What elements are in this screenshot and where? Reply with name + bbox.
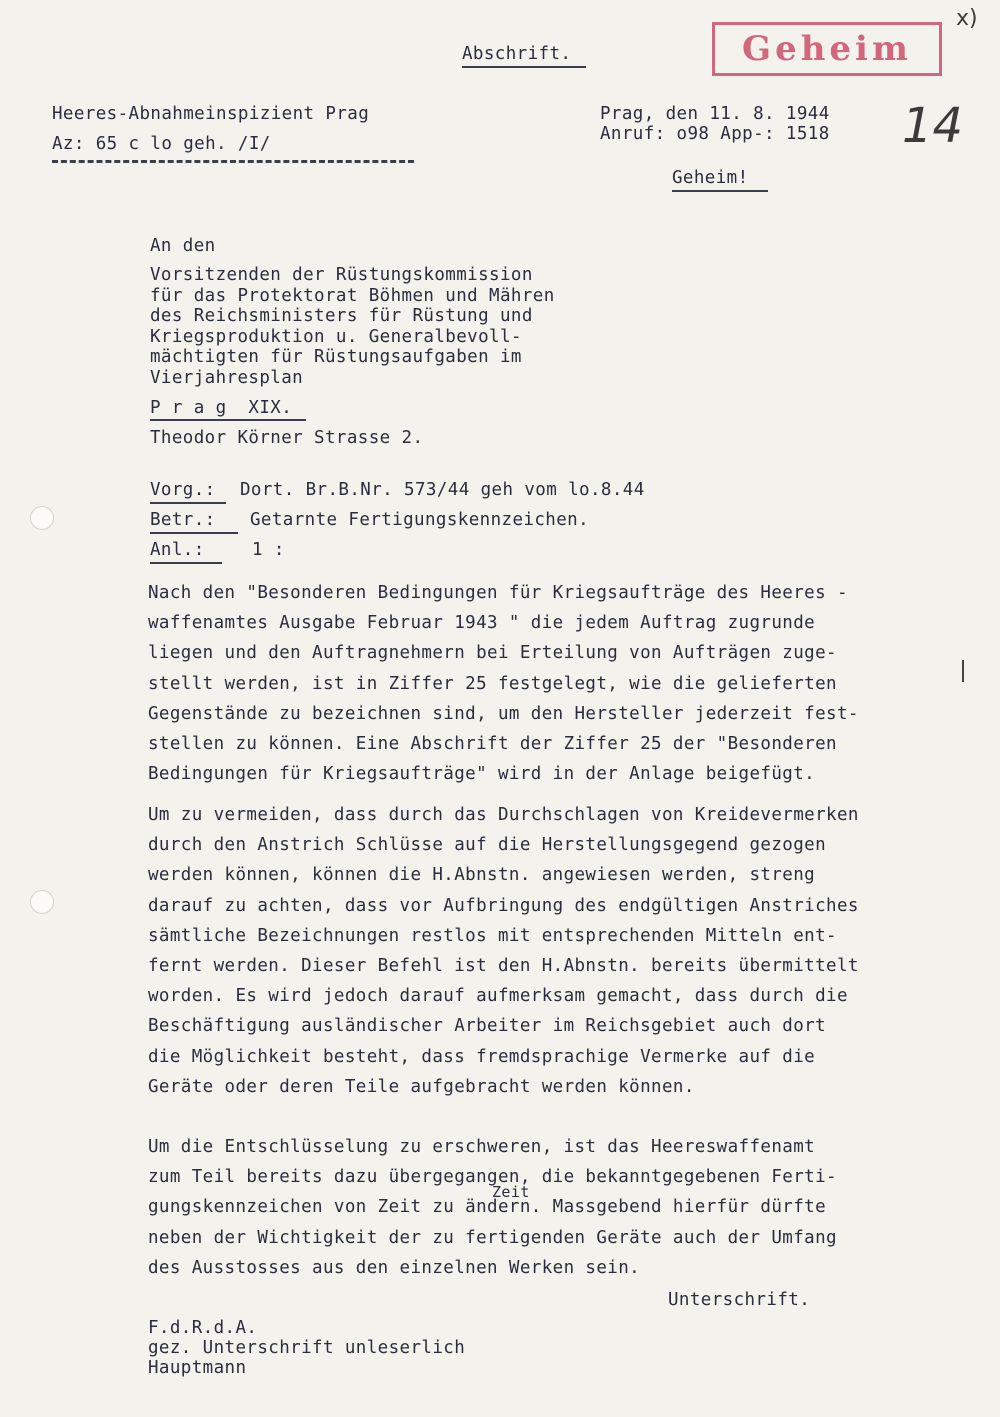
recipient-block: [150, 265, 950, 389]
anl-value: 1 :: [252, 540, 285, 560]
anl-underline: [150, 562, 222, 564]
recipient-line: mächtigten für Rüstungsaufgaben im: [150, 347, 522, 368]
punch-hole-bottom: [30, 890, 54, 914]
body-paragraph-1: [148, 578, 948, 789]
signed-line: gez. Unterschrift unleserlich: [148, 1338, 466, 1358]
body-line: fernt werden. Dieser Befehl ist den H.Abnstn. bereits übermittelt: [148, 956, 859, 977]
rank-line: Hauptmann: [148, 1358, 247, 1378]
body-line: werden können, können die H.Abnstn. angewiesen werden, streng: [148, 865, 816, 886]
address-salutation: An den: [150, 236, 216, 256]
city-underline: [150, 419, 306, 421]
secret-stamp: Geheim: [712, 22, 942, 76]
body-line: sämtliche Bezeichnungen restlos mit entsprechenden Mitteln ent-: [148, 925, 837, 946]
body-line: Gegenstände zu bezeichnen sind, um den Hersteller jederzeit fest-: [148, 703, 859, 724]
betr-label: Betr.:: [150, 510, 216, 530]
body-line: liegen und den Auftragnehmern bei Erteilung von Aufträgen zuge-: [148, 643, 837, 664]
body-line: Bedingungen für Kriegsaufträge" wird in der Anlage beigefügt.: [148, 764, 816, 785]
anl-label: Anl.:: [150, 540, 205, 560]
body-line: zum Teil bereits dazu übergegangen, die bekanntgegebenen Ferti-: [148, 1167, 837, 1188]
recipient-line: Vierjahresplan: [150, 367, 304, 388]
address-city: P r a g XIX.: [150, 398, 293, 418]
title-underline: [462, 66, 586, 68]
reference-number: Az: 65 c lo geh. /I/: [52, 134, 271, 154]
recipient-line: des Reichsministers für Rüstung und: [150, 306, 533, 327]
document-title: Abschrift.: [462, 44, 572, 64]
body-line: waffenamtes Ausgabe Februar 1943 " die jedem Auftrag zugrunde: [148, 613, 816, 634]
betr-value: Getarnte Fertigungskennzeichen.: [250, 510, 590, 530]
body-line: Geräte oder deren Teile aufgebracht werden können.: [148, 1076, 695, 1097]
place-date: Prag, den 11. 8. 1944: [600, 104, 830, 124]
body-line: Beschäftigung ausländischer Arbeiter im Reichsgebiet auch dort: [148, 1016, 827, 1037]
classification-underline: [672, 190, 768, 192]
sender-office: Heeres-Abnahmeinspizient Prag: [52, 104, 370, 124]
body-line: die Möglichkeit besteht, dass fremdsprachige Vermerke auf die: [148, 1046, 816, 1067]
recipient-line: für das Protektorat Böhmen und Mähren: [150, 285, 555, 306]
body-line: neben der Wichtigkeit der zu fertigenden Geräte auch der Umfang: [148, 1227, 837, 1248]
vorg-value: Dort. Br.B.Nr. 573/44 geh vom lo.8.44: [240, 480, 645, 500]
body-line: Um zu vermeiden, dass durch das Durchschlagen von Kreidevermerken: [148, 805, 859, 825]
punch-hole-top: [30, 506, 54, 530]
body-line: durch den Anstrich Schlüsse auf die Herstellungsgegend gezogen: [148, 835, 827, 856]
body-line: stellt werden, ist in Ziffer 25 festgelegt, wie die gelieferten: [148, 673, 837, 694]
address-street: Theodor Körner Strasse 2.: [150, 428, 424, 448]
body-paragraph-3: [148, 1132, 948, 1283]
fdrda-line: F.d.R.d.A.: [148, 1318, 258, 1338]
typed-insertion: Zeit: [492, 1183, 530, 1201]
body-line: Um die Entschlüsselung zu erschweren, ist das Heereswaffenamt: [148, 1137, 816, 1157]
body-line: stellen zu können. Eine Abschrift der Ziffer 25 der "Besonderen: [148, 734, 837, 755]
recipient-line: Vorsitzenden der Rüstungskommission: [150, 265, 533, 285]
phone-line: Anruf: o98 App-: 1518: [600, 124, 830, 144]
vorg-underline: [150, 502, 226, 504]
body-line: darauf zu achten, dass vor Aufbringung des endgültigen Anstriches: [148, 895, 859, 916]
body-paragraph-2: [148, 800, 948, 1102]
body-line: gungskennzeichen von Zeit zu ändern. Massgebend hierfür dürfte: [148, 1197, 827, 1218]
body-line: Nach den "Besonderen Bedingungen für Kriegsaufträge des Heeres -: [148, 583, 848, 603]
sender-rule: [52, 160, 414, 163]
betr-underline: [150, 532, 238, 534]
classification: Geheim!: [672, 168, 749, 188]
page-number: 14: [902, 98, 964, 154]
body-line: des Ausstosses aus den einzelnen Werken sein.: [148, 1257, 641, 1278]
signature-placeholder: Unterschrift.: [668, 1290, 811, 1310]
recipient-line: Kriegsproduktion u. Generalbevoll-: [150, 326, 522, 347]
corner-note: x): [956, 6, 978, 31]
margin-tick: [962, 660, 964, 682]
body-line: worden. Es wird jedoch darauf aufmerksam gemacht, dass durch die: [148, 986, 848, 1007]
vorg-label: Vorg.:: [150, 480, 216, 500]
